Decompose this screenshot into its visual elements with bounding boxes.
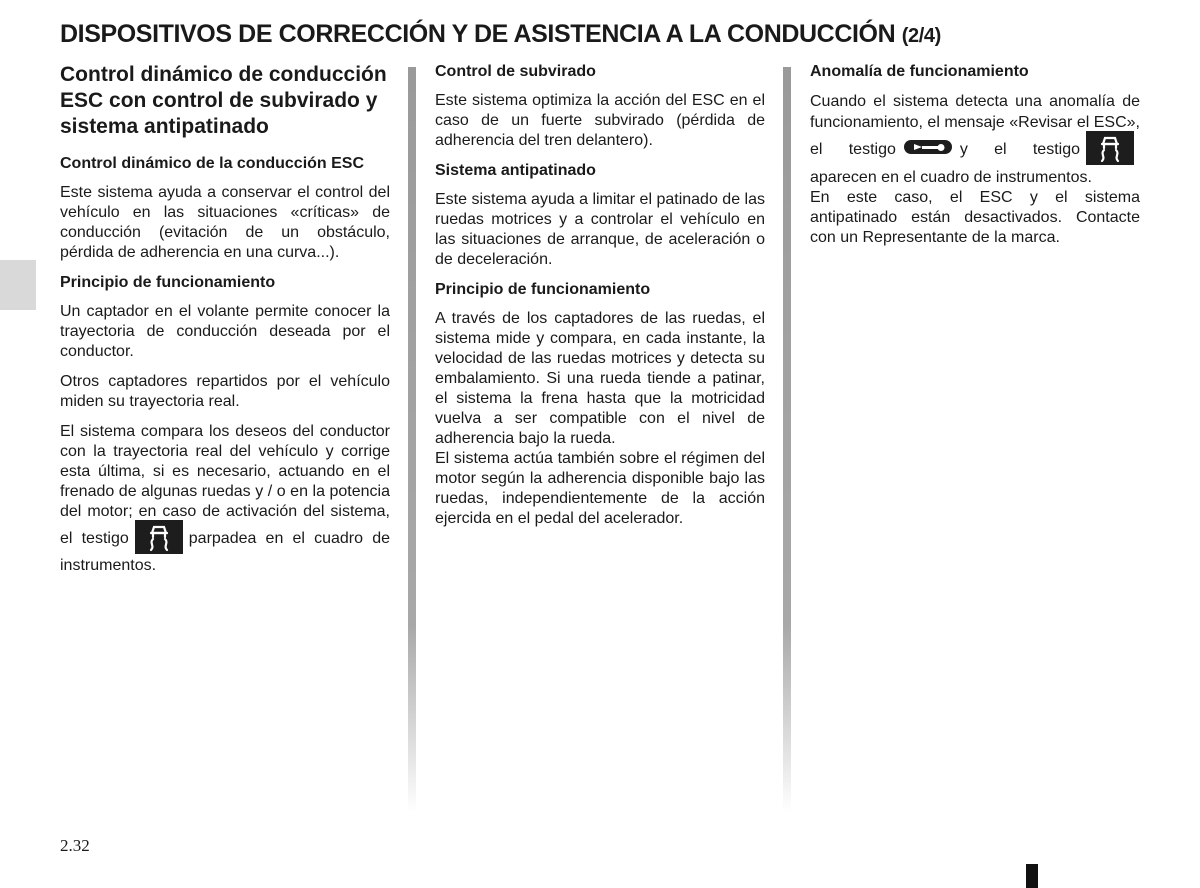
esc-skid-warning-icon [1086, 131, 1134, 165]
paragraph-text: y el testigo [959, 141, 1081, 159]
paragraph: En este caso, el ESC y el sistema antipatinado están desactivados. Contacte con un Representante de la marca. [810, 189, 1140, 246]
subheading-esc: Control dinámico de la conducción ESC [60, 155, 365, 172]
page-title-text: DISPOSITIVOS DE CORRECCIÓN Y DE ASISTENCIA A LA CONDUCCIÓN [60, 20, 896, 48]
paragraph-text: parpadea en el cuadro de instrumentos. [60, 530, 390, 574]
paragraph-with-icons [810, 91, 1140, 188]
page-indicator: (2/4) [901, 25, 941, 47]
column-3 [810, 62, 1140, 258]
page-title [60, 18, 1140, 52]
subheading-antiskid: Sistema antipatinado [435, 162, 596, 179]
paragraph: El sistema actúa también sobre el régimen del motor según la adherencia disponible bajo las ruedas, independientemente de la acción ejercida en el pedal del acelerador. [435, 450, 765, 527]
esc-skid-warning-icon [135, 520, 183, 554]
paragraph: Este sistema ayuda a limitar el patinado de las ruedas motrices y a controlar el vehículo en las situaciones de arranque, de aceleración o de deceleración. [435, 191, 765, 268]
column-2 [435, 62, 765, 539]
column-divider [783, 67, 791, 812]
subheading-principle: Principio de funcionamiento [60, 274, 276, 291]
section-heading: Control dinámico de conducción ESC con control de subvirado y sistema antipatinado [60, 63, 387, 138]
paragraph: Un captador en el volante permite conocer la trayectoria de conducción deseada por el conductor. [60, 303, 390, 360]
paragraph-text: Cuando el sistema detecta una anomalía de funcionamiento, el mensaje «Revisar el ESC», el testigo [810, 93, 1140, 159]
paragraph: Este sistema optimiza la acción del ESC en el caso de un fuerte subvirado (pérdida de adherencia del tren delantero). [435, 92, 765, 149]
column-1 [60, 62, 390, 586]
paragraph: A través de los captadores de las ruedas, el sistema mide y compara, en cada instante, la velocidad de las ruedas motrices y detecta su embalamiento. Si una rueda tiende a patinar, el sistema la frena hasta que la motricidad vuelva a ser compatible con el nivel de adherencia bajo la rueda. [435, 310, 765, 447]
subheading-understeer: Control de subvirado [435, 63, 596, 80]
column-divider [408, 67, 416, 812]
page-number: 2.32 [60, 836, 90, 855]
subheading-malfunction: Anomalía de funcionamiento [810, 63, 1029, 80]
paragraph-text: aparecen en el cuadro de instrumentos. [810, 169, 1092, 186]
thumb-index-mark [1026, 864, 1038, 888]
paragraph: Este sistema ayuda a conservar el control del vehículo en las situaciones «críticas» de conducción (evitación de un obstáculo, pérdida de adherencia en una curva...). [60, 184, 390, 261]
paragraph-with-icon [60, 422, 390, 576]
paragraph: Otros captadores repartidos por el vehículo miden su trayectoria real. [60, 373, 390, 410]
spanner-warning-icon [902, 138, 954, 156]
subheading-principle: Principio de funcionamiento [435, 281, 651, 298]
paragraph-text: El sistema compara los deseos del conductor con la trayectoria real del vehículo y corrige esta última, si es necesario, actuando en el frenado de algunas ruedas y / o en la potencia del motor; en caso de activación del sistema, el testigo [60, 423, 390, 548]
chapter-tab [0, 260, 36, 310]
